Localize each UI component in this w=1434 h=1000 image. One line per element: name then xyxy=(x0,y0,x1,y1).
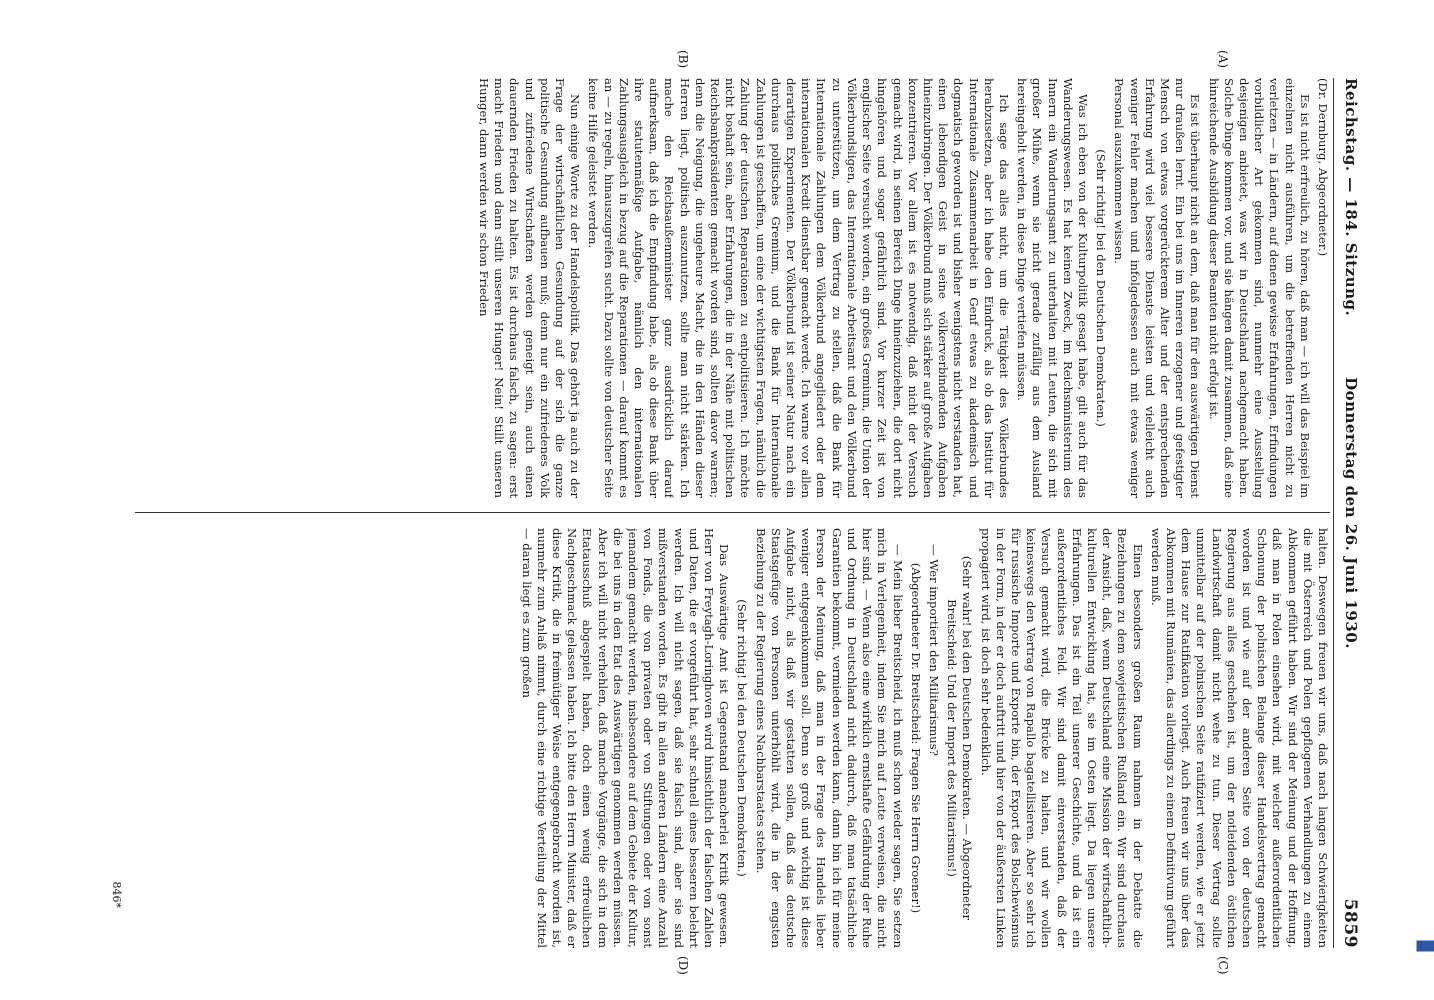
paragraph: halten. Deswegen freuen wir uns, daß nach langen Schwierigkeiten die mit Österreich und Polen gepflogenen Verhandlungen zu einem Abkommen geführt haben. Wir sind der Meinung und der Hoffnung, daß man in Polen einsehen wird, mit welcher außerordentlichen Schonung der polnischen Belange dieser Handelsvertrag gemacht worden ist und wie auf der anderen Seite von der deutschen Regierung aus alles geschehen ist, um der notleidenden östlichen Landwirtschaft damit nicht wehe zu tun. Dieser Vertrag sollte unmittelbar auf der polnischen Seite ratifiziert werden, wie er jetzt dem Hause zur Ratifikation vorliegt. Auch freuen wir uns über das Abkommen mit Rumänien, das allerdings zu einem Definitivum geführt werden muß. xyxy=(1148,528,1330,948)
paragraph: Einen besonders großen Raum nahmen in der Debatte die Beziehungen zu dem sowjetistischen Rußland ein. Wir sind durchaus der Ansicht, daß, wenn Deutschland eine Mission der wirtschaftlich-kulturellen Entwicklung hat, sie im Osten liegt. Da liegen unsere Erfahrungen. Das ist ein Teil unserer Geschichte, und da ist ein außerordentliches Feld. Wir sind damit einverstanden, daß der Versuch gemacht wird, die Brücke zu halten, und wir wollen keineswegs den Vertrag von Rapallo bagatellisieren. Aber so sehr ich für russische Importe und Exporte bin, der Export des Bolschewismus in der Form, in der er doch auftritt und hier von der äußersten Linken propagiert wird, ist doch sehr bedenklich. xyxy=(978,528,1145,948)
paragraph: Was ich eben von der Kulturpolitik gesagt habe, gilt auch für das Wanderungswesen. Es hat keinen Zweck, im Reichsministerium des Innern ein Wanderungsamt zu unterhalten mit Leuten, die sich mit großer Mühe, wenn sie nicht gerade zufällig aus dem Ausland hereingeholt werden, in diese Dinge vertiefen müssen. xyxy=(1015,78,1090,498)
dfg-logo xyxy=(1417,941,1434,952)
paragraph: Ich sage das alles nicht, um die Tätigkeit des Völkerbundes herabzusetzen, aber ich habe den Eindruck, als ob das Institut für Internationale Zusammenarbeit in Genf etwas zu akademisch und dogmatisch geworden ist und bisher wenigstens nicht verstanden hat, einen lebendigen Geist in seine völkerverbindenden Aufgaben hineinzubringen. Der Völkerbund muß sich stärker auf große Aufgaben konzentrieren. Vor allem ist es notwendig, daß nicht der Versuch gemacht wird, in seinen Bereich Dinge hineinzuziehen, die dort nicht hingehören und sogar gefährlich sind. Vor kurzer Zeit ist von englischer Seite versucht worden, ein großes Gremium, die Union der Völkerbundsligen, das Internationale Arbeitsamt und den Völkerbund zu unterstützen, um dem Vertrag zu stellen, daß die Bank für Internationale Zahlungen dem Völkerbund angegliedert oder dem internationalen Kredit dienstbar gemacht werde. Ich warne vor allen derartigen Experimenten. Der Völkerbund ist seiner Natur nach ein durchaus politisches Gremium, und die Bank für Internationale Zahlungen ist geschaffen, um eine der wichtigsten Fragen, nämlich die Zahlung der deutschen Reparationen zu entpolitisieren. Ich möchte nicht boshaft sein, aber Erfahrungen, die in der Nähe mit politischen Reichsbankpräsidenten gemacht worden sind, sollten davor warnen; denn die Neigung, die ungeheure Macht, die in den Händen dieser Herren liegt, politisch auszunutzen, sollte man nicht stärken. Ich mache den Reichsaußenminister ganz ausdrücklich darauf aufmerksam, daß ich die Empfindung habe, als ob diese Bank über ihre statutenmäßige Aufgabe, nämlich den internationalen Zahlungsausgleich in bezug auf die Reparationen — darauf kommt es an — zu regeln, hinauszugreifen sucht. Dazu sollte von deutscher Seite keine Hilfe geleistet werden. xyxy=(586,78,1011,498)
sheet-signature: 846* xyxy=(110,881,123,908)
speaker-line: (Dr. Dernburg, Abgeordneter.) xyxy=(1316,78,1330,257)
paragraph: Es ist nicht erfreulich, zu hören, daß man — ich will das Beispiel im einzelnen nicht ausführen, um die betreffenden Herren nicht zu verletzen — in Ländern, auf denen gewisse Erfahrungen, Erfindungen vorbildlicher Art gekommen sind, nunmehr eine Ausstellung desjenigen anbietet, was wir in Deutschland nachgemacht haben. Solche Dinge kommen vor, und sie hängen damit zusammen, daß eine hinreichende Ausbildung dieser Beamten nicht erfolgt ist. xyxy=(1206,78,1312,498)
left-column xyxy=(135,78,1330,498)
margin-marker-d: (D) xyxy=(676,956,690,975)
column-divider xyxy=(135,512,1330,513)
page-header xyxy=(1334,78,1360,948)
page-number: 5859 xyxy=(1340,898,1360,948)
header-rule xyxy=(1333,78,1334,948)
interjection: (Sehr wahr! bei den Deutschen Demokraten. — Abgeordneter Breitscheid: Und der Import des Militarismus!) xyxy=(945,555,975,921)
paragraph: Nun einige Worte zu der Handelspolitik. Das gehört ja auch zu der Frage der wirtschaftlichen Gesundung auf der sich die ganze politische Gesundung aufbauen muß; denn nur ein zufriedenes Volk und zufriedene Wirtschaften werden geneigt sein, auch einen dauernden Frieden zu halten. Es ist durchaus falsch, zu sagen: erst macht Frieden und dann stillt unseren Hunger! Nein! Stillt unseren Hunger, dann werden wir schon Frieden xyxy=(477,78,583,498)
margin-marker-b: (B) xyxy=(676,50,690,69)
interjection: (Abgeordneter Dr. Breitscheid: Fragen Sie Herrn Groener!) xyxy=(908,562,923,914)
paragraph: — Wer importiert den Militarismus? xyxy=(926,544,941,756)
interjection: (Sehr richtig! bei den Deutschen Demokraten.) xyxy=(1094,149,1109,427)
margin-marker-a: (A) xyxy=(1216,50,1230,69)
paragraph: — Mein lieber Breitscheid, ich muß schon wieder sagen, Sie setzen mich in Verlegenheit, indem Sie mich auf Leute verweisen, die nicht hier sind. — Wenn also eine wirklich ernsthafte Gefährdung der Ruhe und Ordnung in Deutschland nicht dadurch, daß man tatsächliche Garantien bekommt, vermieden werden kann, dann bin ich für meine Person der Meinung, daß man in der Frage des Handels lieber weniger entgegenkommen soll. Denn so groß und wichtig ist diese Aufgabe nicht, als daß wir gestatten sollen, daß das deutsche Staatsgefüge von Personen unterhöhlt wird, die in der engsten Beziehung zu der Regierung eines Nachbarstaates stehen. xyxy=(753,528,905,948)
header-session: Reichstag. — 184. Sitzung. xyxy=(1342,78,1360,317)
header-date: Donnerstag den 26. Juni 1930. xyxy=(1342,377,1360,649)
right-column xyxy=(135,528,1330,948)
digitization-credit xyxy=(1414,12,1428,982)
interjection: (Sehr richtig! bei den Deutschen Demokraten.) xyxy=(735,599,750,877)
document-page xyxy=(110,50,1360,975)
paragraph: Es ist überhaupt nicht an dem, daß man für den auswärtigen Dienst nur draußen lernt. Ein bei uns im Inneren erzogener und gefestigter Mensch von etwas vorgerückterem Alter und der entsprechenden Erfahrung wird viel bessere Dienste leisten und vielleicht auch weniger Fehler machen und infolgedessen auch mit etwas weniger Personal auszukommen wissen. xyxy=(1112,78,1203,498)
paragraph: Das Auswärtige Amt ist Gegenstand mancherlei Kritik gewesen. Herr von Freytagh-Loringhoven wird hinsichtlich der falschen Zahlen und Daten, die er vorgeführt hat, sehr schnell eines besseren belehrt werden. Ich will nicht sagen, daß sie falsch sind, aber sie sind mißverstanden worden. Es gibt in allen anderen Ländern eine Anzahl von Fonds, die von privaten oder von Stiftungen oder von sonst jemandem gemacht werden, insbesondere auf dem Gebiete der Kultur, die bei uns in den Etat des Auswärtigen genommen werden müssen. Aber ich will nicht verhehlen, daß manche Vorgänge, die sich in dem Etatausschuß abgespielt haben, doch einen wenig erfreulichen Nachgeschmack gelassen haben. Ich bitte den Herrn Minister, daß er diese Kritik, die in freimütiger Weise entgegengebracht worden ist, nunmehr zum Anlaß nimmt, durch eine richtige Verteilung der Mittel — daran liegt es zum großen xyxy=(519,528,732,948)
margin-marker-c: (C) xyxy=(1216,956,1230,975)
